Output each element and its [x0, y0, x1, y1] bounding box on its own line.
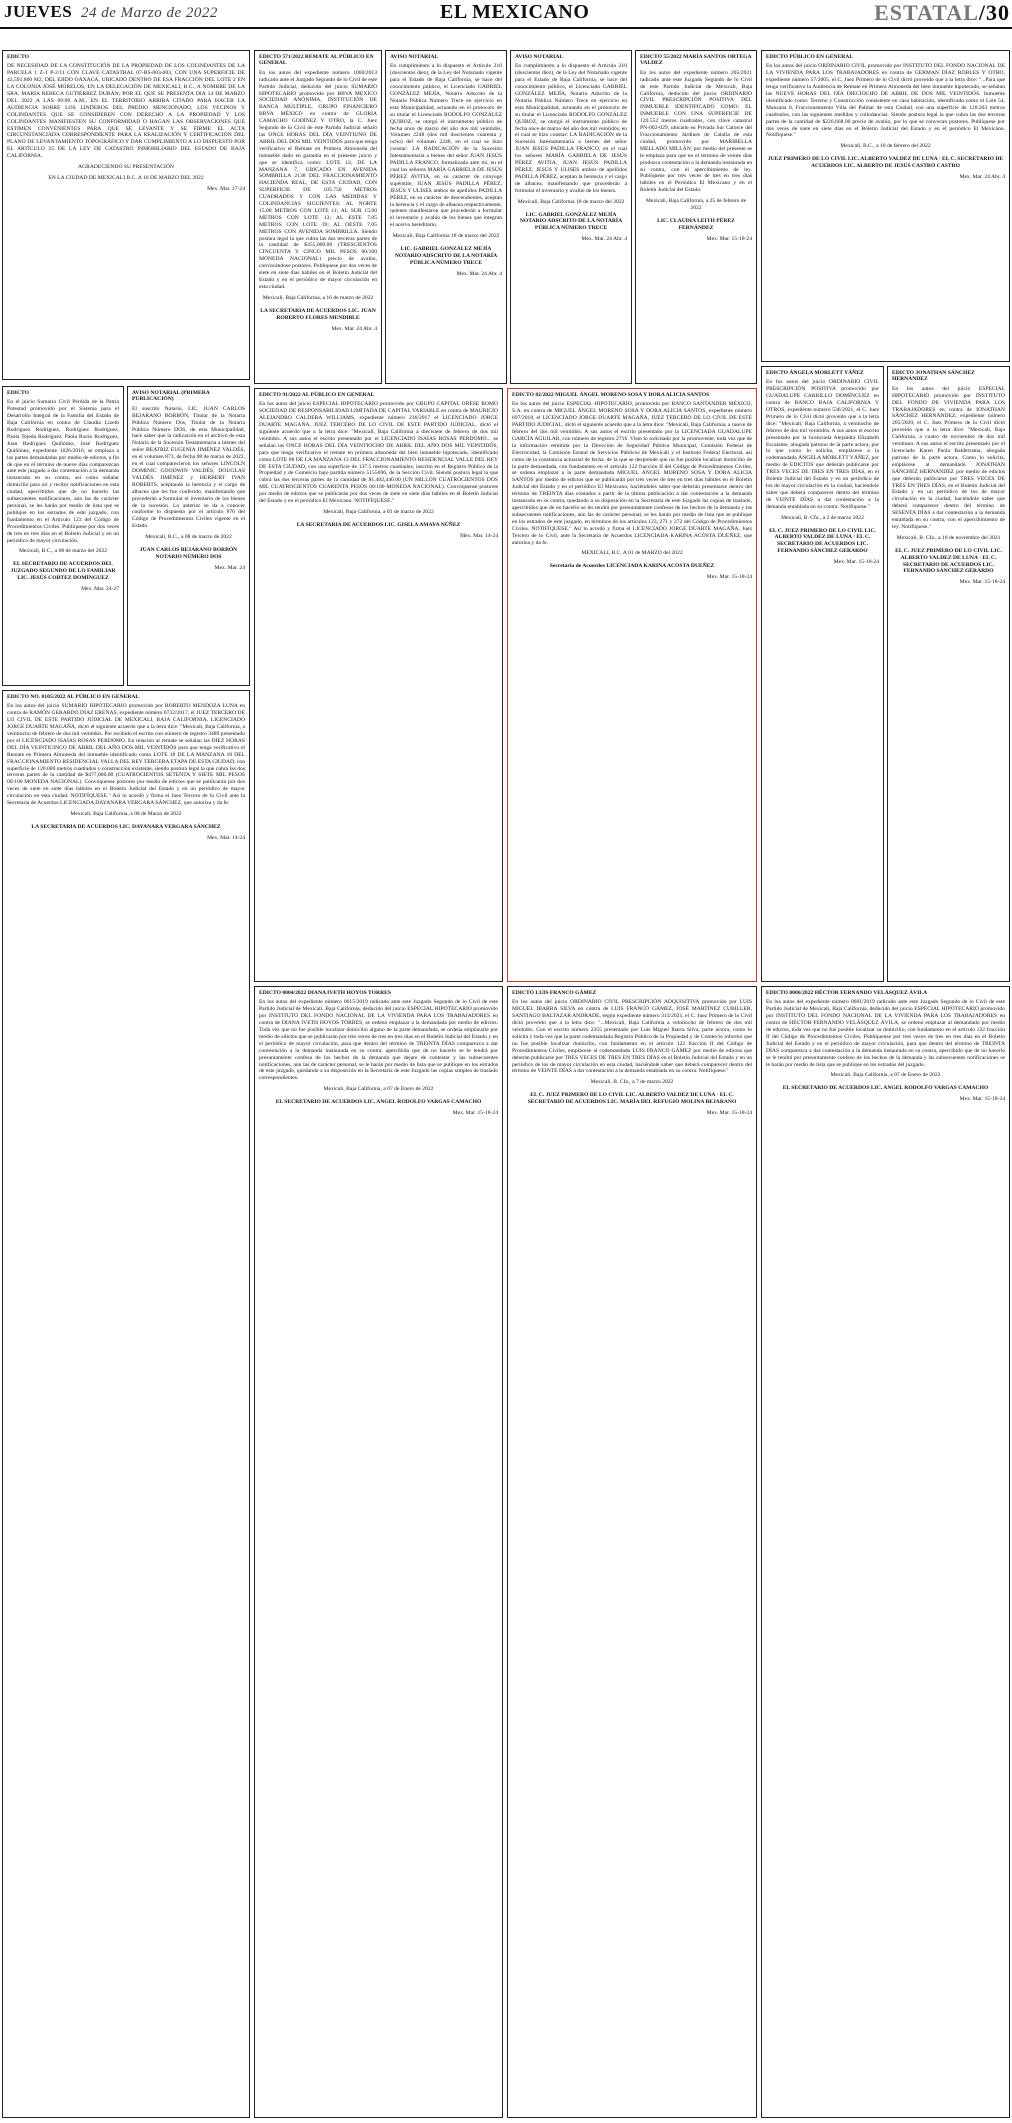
notice-runs: Mex. Mar. 15-18-24 — [959, 579, 1005, 586]
notice-runs: Mex. Mar. 15-18-24 — [452, 1110, 498, 1117]
notice-runs: Mex. Mar. 24 Abr. 4 — [456, 270, 502, 277]
notice-n16 — [761, 986, 1010, 2118]
notice-place: Mexicali, B.C., a 08 de marzo de 2022 — [145, 534, 232, 541]
notice-n14 — [254, 986, 503, 2118]
notice-signature: LA SECRETARIA DE ACUERDOS LIC. DAYANARA VERGARA SÁNCHEZ — [31, 823, 221, 830]
notice-place: EN LA CIUDAD DE MEXICALI B.C. A 16 DE MARZO DEL 2022 — [48, 175, 204, 181]
notice-heading: EDICTO ÁNGELA MORLETT YÁÑEZ — [766, 370, 864, 376]
notice-n10 — [507, 388, 757, 982]
notice-place: Mexicali, B.C., a 10 de febrero del 2022 — [840, 143, 931, 150]
notice-heading: EDICTO 82/2022 MIGUEL ÁNGEL MORENO SOSA Y DORA ALICIA SANTOS — [512, 392, 710, 398]
notice-signature: EL SECRETARIO DE ACUERDOS LIC. ANGEL RODOLFO VARGAS CAMACHO — [782, 1085, 989, 1092]
notice-n11 — [761, 366, 884, 982]
notice-n07 — [2, 386, 124, 686]
masthead-title: EL MEXICANO — [440, 1, 590, 23]
notice-signature: LIC. CLAUDIA LEITH PÉREZ FERNÁNDEZ — [657, 217, 735, 231]
notice-place: Mexicali, Baja California, a 08 de Marzo de 2022 — [70, 811, 182, 817]
notice-signature: LIC. GABRIEL GONZÁLEZ MEJÍA NOTARIO ADSCRITO DE LA NOTARÍA PÚBLICA NÚMERO TRECE — [519, 211, 623, 232]
notice-body: En cumplimiento a lo dispuesto el Artículo 210 (doscientos diez), de la Ley del Notariado vigente para el Estado de Baja California, se hace del conocimiento público, el Licenciado GABRIEL GONZÁLEZ MEJÍA, Notario Adscrito de la Notaría Pública Número Trece en ejercicio en esta Municipalidad, actuando en el protocolo de su titular el Licenciado RODOLFO GONZÁLEZ QUIROZ, se otorgó el instrumento público de fecha once de marzo del año dos mil veintidós, en el cual se hizo constar: LA RADICACIÓN de la Sucesión Intestamentaria a bienes del señor JUAN JESÚS PADILLA FRANCO, en el cual los señores MARÍA GABRIELA DE JESÚS PÉREZ AVITIA, JUAN JESÚS PADILLA PÉREZ, JESÚS Y ULISES ambos de apellidos PADILLA PÉREZ, aceptan la herencia y el cargo de albacea, manifestando que procederán a formular el inventario y avalúo de los bienes. — [515, 63, 627, 194]
notice-body: En los autos del juicio SUMARIO HIPOTECARIO promovido por ROBERTO MENDOZA LUNA en contra de RAMÓN GERARDO DÍAZ ERENAS, expediente número 0732/2017, el JUEZ TERCERO DE LO CIVIL DE ESTE PARTIDO JUDICIAL DE MEXICALI, BAJA CALIFORNIA, LICENCIADO JORGE DUARTE MAGAÑA, dictó el siguiente acuerdo que a la letra dice: "Mexicali, Baja California, a veintiocho de febrero de dos mil veintidós. Por recibido el escrito con número de registro 3489 presentado por el LICENCIADO ISAÍAS ROSAS PERDOMO. En relación al remate se señalan las DIEZ HORAS DEL DÍA VEINTICINCO DE ABRIL DEL AÑO DOS MIL VEINTIDÓS para que tenga verificativo el Remate en Primera Almoneda del inmueble identificado como LOTE 18 DE LA MANZANA 18 DEL FRACCIONAMIENTO RESIDENCIAL VALLA DEL REY TERCERA ETAPA DE ESTA CIUDAD, con superficie de 120.000 metros cuadrados y construcción existente, siendo postura legal la que cubra las dos terceras partes de la cantidad de $477,000.00 (CUATROCIENTOS SETENTA Y SIETE MIL PESOS 00/100 MONEDA NACIONAL). Convóquense postores por medio de edictos que se publicarán por dos veces de siete en siete días hábiles en el Boletín Judicial del Estado y en un periódico de mayor circulación en esta ciudad. NOTIFÍQUESE." Así lo acordó y firma el Juez Tercero de lo Civil ante la Secretaria de Acuerdos LICENCIADA DAYANARA VERGARA SÁNCHEZ, que autoriza y da fe. — [7, 703, 245, 807]
notice-place: MEXICALI, B.C. A 01 de MARZO del 2022 — [581, 550, 683, 557]
notice-place: Mexicali, Baja California, a 07 de Enero de 2022 — [323, 1086, 434, 1093]
masthead-section: ESTATAL/30 — [874, 0, 1010, 25]
notice-runs: Mex. Mar. 15-18-24 — [706, 1110, 752, 1117]
notice-body: En cumplimiento a lo dispuesto el Artículo 210 (doscientos diez), de la Ley del Notariado vigente para el Estado de Baja California, se hace del conocimiento público, el Licenciado GABRIEL GONZÁLEZ MEJÍA, Notario Adscrito de la Notaría Pública Número Trece en ejercicio en esta Municipalidad, actuando en el protocolo de su titular el Licenciado RODOLFO GONZÁLEZ QUIROZ, se otorgó el instrumento público de fecha once de marzo del año dos mil veintidós, Volumen 2248 (dos mil doscientos cuarenta y ocho) del volumen 2248, en el cual se hizo constar: LA RADICACIÓN de la Sucesión Intestamentaria a bienes del señor JUAN JESÚS PADILLA FRANCO, formalizada ante mí, en el cual los señores MARÍA GABRIELA DE JESÚS PÉREZ AVITIA, en su carácter de cónyuge supérstite, JUAN JESÚS PADILLA PÉREZ, JESÚS Y ULISES ambos de apellidos PADILLA PÉREZ, en su carácter de descendientes, aceptan la herencia y el cargo de albacea respectivamente, quienes manifestaron que procederán a formular el inventario y avalúo de los bienes que integran el acervo hereditario. — [390, 63, 502, 229]
notice-heading: EDICTO NO. 0105/2022 AL PÚBLICO EN GENERAL — [7, 694, 140, 700]
masthead-rule — [0, 27, 1012, 29]
notice-signature: EL SECRETARIO DE ACUERDOS LIC. ANGEL RODOLFO VARGAS CAMACHO — [275, 1099, 482, 1106]
notice-heading: AVISO NOTARIAL — [390, 54, 439, 60]
notice-n04 — [510, 50, 632, 384]
notice-body: El suscrito Notario, LIC. JUAN CARLOS BEJARANO BORBÓN, Titular de la Notaría Pública Número Dos, Titular de la Notaría Pública Número DOS, de esta Municipalidad, hace saber que la radicación en el archivo de esta Notaría de la Sucesión Testamentaria a bienes del señor BEATRIZ EUGENIA JIMÉNEZ VALDÉS, en el volumen 873, de fecha 08 de marzo de 2022, en el cual comparecieron los señores LINCOLN DOMINIC GOODWIN VALDÉS, DOUGLAS VALDÉS JIMÉNEZ y HERBERT IVAN ROBERTS, aceptando la herencia y el cargo de albacea que les fue conferido, manifestando que procederán a formular el inventario de los bienes de la sucesión. Lo anterior se da a conocer conforme lo dispuesto por el artículo 876 del Código de Procedimientos Civiles vigente en el Estado. — [132, 405, 245, 530]
notice-runs: Mex. Mar. 24 Abr. 4 — [581, 236, 627, 243]
notice-place: Mexicali, B.C., a 08 de marzo del 2022 — [18, 548, 108, 555]
notice-signature: EL C. JUEZ PRIMERO DE LO CIVIL LIC. ALBERTO VALDEZ DE LUNA · EL C. SECRETARIO DE ACUERDOS LIC. FERNANDO SÁNCHEZ GERARDO — [895, 547, 1002, 575]
notice-n03 — [385, 50, 507, 384]
notice-n13 — [2, 690, 250, 2118]
notice-signature: LIC. GABRIEL GONZÁLEZ MEJÍA NOTARIO ADSCRITO DE LA NOTARÍA PÚBLICA NÚMERO TRECE — [394, 246, 498, 266]
notice-n06 — [761, 50, 1010, 362]
notice-heading: EDICTO 0006/2022 HÉCTOR FERNANDO VELÁSQUEZ ÁVILA — [766, 990, 928, 996]
notice-runs: Mex. Mar. 15-18-24 — [706, 574, 752, 581]
notice-signature: EL C. JUEZ PRIMERO DE LO CIVIL LIC. ALBERTO VALDEZ DE LUNA · EL C. SECRETARIO DE ACUERDOS LIC. MARÍA DEL REFUGIO MOLINA BEJARANO — [527, 1092, 737, 1106]
notice-n15 — [507, 986, 757, 2118]
notice-heading: EDICTO JONATHAN SÁNCHEZ HERNÁNDEZ — [892, 370, 975, 383]
notice-body: En los autos del juicio ESPECIAL HIPOTECARIO promovido por GRUPO CAPITAL ORESE ROMO SOCIEDAD DE RESPONSABILIDAD LIMITADA DE CAPITAL VARIABLE en contra de MAURICIO ALEJANDRO CALDERA WILLIAMS, expediente número 236/2017 el LICENCIADO JORGE DUARTE MAGAÑA, JUEZ TERCERO DE LO CIVIL DE ESTE PARTIDO JUDICIAL, dictó el siguiente acuerdo que a la letra dice: "Mexicali, Baja California a diecisiete de febrero de dos mil veintidós. A sus autos el escrito presentado por el LICENCIADO ISAÍAS ROSAS PERDOMO... se señalan las ONCE HORAS DEL DÍA VEINTIOCHO DE ABRIL DEL AÑO DOS MIL VEINTIDÓS, para que tenga verificativo el remate en primera almoneda del bien inmueble hipotecado, identificado como LOTE 08 DE LA MANZANA 13 DEL FRACCIONAMIENTO RESIDENCIAL VALLE DEL REY DE ESTA CIUDAD, con una superficie de 137.5 metros cuadrados, inscrito en el Registro Público de la Propiedad y de Comercio bajo partida número 5155696, de la Sección Civil. Siendo postura legal la que cubra las dos terceras partes de la cantidad de $1,402,440.00 (UN MILLÓN CUATROCIENTOS DOS MIL CUATROCIENTOS CUARENTA PESOS 00/100 MONEDA NACIONAL). Convóquense postores por medio de edictos que se publicarán por dos veces de siete en siete días hábiles en el Boletín Judicial del Estado y en el periódico El Mexicano. NOTIFÍQUESE." — [259, 401, 498, 505]
notice-n12 — [887, 366, 1010, 982]
notice-runs: Mex. Mar. 24-27 — [81, 586, 119, 593]
masthead-date: JUEVES 24 de Marzo de 2022 — [4, 2, 218, 21]
notice-heading: EDICTO PÚBLICO EN GENERAL — [766, 54, 854, 60]
notice-heading: AVISO NOTARIAL — [515, 54, 564, 60]
notice-center: AGRADECIENDO SU PRESENTACIÓN — [78, 164, 174, 171]
notice-heading: EDICTO — [7, 54, 29, 60]
notice-n01 — [2, 50, 250, 380]
notice-heading: EDICTO LUIS FRANCO GÁMEZ — [512, 990, 597, 996]
notice-body: En los autos del juicio ESPECIAL HIPOTECARIO promovido por INSTITUTO DEL FONDO DE VIVIENDA PARA LOS TRABAJADORES en contra de JONATHAN SÁNCHEZ HERNÁNDEZ, expediente número 205/2020, el C. Juez Primero de lo Civil dictó proveído que a la letra dice: "Mexicali, Baja California, a cuatro de noviembre de dos mil veintiuno. A sus autos el escrito presentado por el licenciado Karen Paola Balderrama, abogada patrono de la parte actora. Como lo solicita, emplácese al demandado JONATHAN SÁNCHEZ HERNÁNDEZ por medio de edictos que deberán publicarse por TRES VECES DE TRES EN TRES DÍAS, en el Boletín Judicial del Estado y en un periódico de los de mayor circulación en la ciudad, haciéndole saber que deberá comparecer dentro del término de SESENTA DÍAS a dar contestación a la demanda entablada en su contra, con el apercibimiento de ley. Notifíquese." — [892, 385, 1005, 530]
notice-runs: Mex. Mar. 24 Abr. 4 — [959, 174, 1005, 181]
notice-place: Mexicali, B. Cfa., a 7 de marzo 2022 — [590, 1079, 674, 1086]
notice-runs: Mex. Mar. 15-18-24 — [959, 1096, 1005, 1103]
notice-signature: LA SECRETARIA DE ACUERDOS LIC. JUAN ROBERTO FLORES MENDIBLE — [260, 307, 376, 321]
notice-n09 — [254, 388, 503, 982]
notice-signature: EL SECRETARIO DE ACUERDOS DEL JUZGADO SEGUNDO DE LO FAMILIAR LIC. JESÚS CORTEZ DOMÍNGUEZ — [10, 561, 116, 582]
notice-runs: Mex. Mar. 24 Abr. 4 — [331, 325, 377, 332]
notice-runs: Mex. Mar. 15-18-24 — [833, 559, 879, 566]
notice-heading: EDICTO 571/2022 REMATE AL PÚBLICO EN GENERAL — [259, 54, 374, 67]
masthead — [0, 0, 1012, 28]
notice-body: En los autos del juicio ORDINARIO CIVIL PRESCRIPCIÓN ADQUISITIVA promovido por LUIS MIGUEL IBARRA SILVA en contra de LUIS FRANCO GÁMEZ, JOSÉ MARTÍNEZ CUBILLER, SANTIAGO BALTAZAR ANDRADE, según expediente número 313/2021, el C. Juez Primero de lo Civil dictó proveído que a la letra dice: "...Mexicali, Baja California a veintiocho de febrero de dos mil veintidós. Con el escrito número 2355 presentado por Luis Miguel Ibarra Silva, parte actora, como lo solicita y toda vez que la parte codemandada Registro Público de la Propiedad y de Comercio informó que no fue posible localizar domicilio, con fundamento en el artículo 122 fracción II del Código de Procedimientos Civiles, emplácese al codemandado LUIS FRANCO GÁMEZ por medio de edictos que deberán publicarse por TRES VECES DE TRES EN TRES DÍAS en el Boletín Judicial del Estado y en un periódico de los de mayor circulación en esta ciudad, haciéndole saber que deberá comparecer dentro del término de VEINTE DÍAS a dar contestación a la demanda entablada en su contra. Notifíquese." — [512, 999, 752, 1075]
notice-body: En el juicio Sumario Civil Pérdida de la Patria Potestad promovido por el Sistema para el Desarrollo Integral de la Familia del Estado de Baja California en contra de Claudia Lizeth Rodríguez Rodríguez, Rodríguez Rodríguez, Paola Tejeda Rodríguez, Paola Rocío Rodríguez, Juan Rodríguez Quiñónez, José Rodríguez Quiñónez, expediente 1026/2016, se emplaza a las partes demandadas por medio de edictos, a fin de que en el término de nueve días comparezcan ante este juzgado a dar contestación a la demanda instaurada en su contra, así como señalar domicilio para oír y recibir notificaciones en esta ciudad, apercibidos que de no hacerlo las subsecuentes notificaciones, aún las de carácter personal, se les harán por medio de lista que se publique en los estrados de este juzgado, con fundamento en el Artículo 123 del Código de Procedimientos Civiles. Publíquese por dos veces de tres en tres días en el Boletín Judicial y en un periódico de mayor circulación. — [7, 399, 119, 544]
notice-place: Mexicali, Baja California, a 07 de Enero de 2022 — [830, 1072, 941, 1079]
notice-n02 — [254, 50, 382, 384]
notice-place: Mexicali, B. Cfa., a 10 de noviembre del 2021 — [896, 534, 1001, 541]
notice-signature: JUEZ PRIMERO DE LO CIVIL LIC. ALBERTO VALDEZ DE LUNA · EL C. SECRETARIO DE ACUERDOS LIC. ALBERTO DE JESÚS CASTRO CASTRO — [767, 156, 1004, 170]
notice-runs: Mex. Mar. 14-24 — [207, 834, 245, 841]
notice-body: En los autos del expediente número 0681/2019 radicado ante este Juzgado Segundo de lo Civil de este Partido Judicial de Mexicali, Baja California, deducido del juicio ESPECIAL HIPOTECARIO promovido por INSTITUTO DEL FONDO NACIONAL DE LA VIVIENDA PARA LOS TRABAJADORES en contra de HÉCTOR FERNANDO VELÁSQUEZ ÁVILA, se ordenó emplazar al demandado por medio de edictos, toda vez que no fue posible localizar su domicilio, con fundamento en el artículo 122 fracción II del Código de Procedimientos Civiles. Publíquense por tres veces de tres en tres días en el Boletín Judicial del Estado y en el periódico de mayor circulación, para que dentro del término de TREINTA DÍAS comparezca a dar contestación a la demanda instaurada en su contra, apercibido que de no hacerlo se le tendrá por presuntamente confeso de los hechos de la demanda y las subsecuentes notificaciones se le harán por medio de lista que se publique en los estrados del juzgado. — [766, 999, 1005, 1068]
notice-place: Mexicali, Baja California 18 de marzo del 2022 — [517, 198, 625, 205]
notice-place: Mexicali, Baja California 18 de marzo del 2022 — [392, 233, 500, 240]
notice-n08 — [127, 386, 250, 686]
notice-body: En los autos del expediente número 0615/2019 radicado ante este Juzgado Segundo de lo Civil de este Partido Judicial de Mexicali, Baja California, deducido del juicio ESPECIAL HIPOTECARIO promovido por INSTITUTO DEL FONDO NACIONAL DE LA VIVIENDA PARA LOS TRABAJADORES en contra de DIANA IVETH HOYOS TORRES, se ordenó emplazar a la demandada por medio de edictos. Toda vez que no fue posible localizar domicilio alguno de la parte demandada, se ordena emplazarle por medio de edictos que se publicarán por tres veces de tres en tres días en el Boletín Judicial del Estado y en el periódico de mayor circulación, para que dentro del término de TREINTA DÍAS comparezca a dar contestación a la demanda instaurada en su contra, apercibida que de no hacerlo se le tendrá por presuntamente confesa de los hechos de la demanda que dejare de contestar y las subsecuentes notificaciones, aún las de carácter personal, se le harán por medio de lista que se publique en los estrados de este juzgado, quedando a su disposición en la Secretaría de este Juzgado las copias simples de traslado correspondientes. — [259, 999, 498, 1082]
notice-signature: JUAN CARLOS BEJARANO BORBÓN NOTARIO NÚMERO DOS — [139, 547, 238, 560]
notice-body: En los autos del juicio ORDINARIO CIVIL PRESCRIPCIÓN POSITIVA promovido por GUADALUPE CARRILLO DOMÍNGUEZ en contra de BANCO BAJA CALIFORNIA Y OTROS, expediente número 536/2021, el C. Juez Primero de lo Civil dictó proveído que a la letra dice: "Mexicali, Baja California, a veintiocho de febrero de dos mil veintidós. A sus autos el escrito presentado por la licenciada Alejandra Elizabeth Escalante, abogada patrono de la parte actora, por lo que como lo solicita, emplácese a la codemandada ÁNGELA MORLETT YÁÑEZ, por medio de EDICTOS que deberán publicarse por TRES VECES DE TRES EN TRES DÍAS, en el Boletín Judicial del Estado y en un periódico de los de mayor circulación en la ciudad, haciéndole saber que deberá comparecer dentro del término de VEINTE DÍAS a dar contestación a la demanda entablada en su contra. Notifíquese." — [766, 379, 879, 510]
notice-place: Mexicali, Baja California, a 25 de febrero de 2022 — [645, 198, 747, 212]
notice-heading: EDICTO — [7, 390, 29, 396]
notice-heading: AVISO NOTARIAL (PRIMERA PUBLICACIÓN) — [132, 390, 210, 403]
notice-body: En los autos del juicio ESPECIAL HIPOTECARIO, promovido por BANCO SANTANDER MÉXICO, S.A. en contra de MIGUEL ÁNGEL MORENO SOSA Y DORA ALICIA SANTOS, expediente número 697/2018, el LICENCIADO JORGE DUARTE MAGAÑA, JUEZ TERCERO DE LO CIVIL DE ESTE PARTIDO JUDICIAL, dictó el siguiente acuerdo que a la letra dice: "Mexicali, Baja California, a nueve de febrero del dos mil veintidós. A sus autos el escrito presentado por la LICENCIADA GUADALUPE GARCÍA AGUILAR, con número de registro 2716. Visto lo solicitado por la promovente, toda vez que de la información remitida por la Dirección de Seguridad Pública Municipal, Comisión Federal de Electricidad, la Comisión Estatal de Servicios Públicos de Mexicali y el Instituto Federal Electoral, así como de la constancia actuarial de fecha, de la que se desprende que no fue posible localizar domicilio de la parte demandada, con fundamento en el artículo 122 fracción II del Código de Procedimientos Civiles, se ordena emplazar a la parte demandada MIGUEL ÁNGEL MORENO SOSA Y DORA ALICIA SANTOS por medio de edictos que se publicarán por tres veces de tres en tres días hábiles en el Boletín Judicial del Estado y en el periódico El Mexicano, haciéndoles saber que deberán presentarse dentro del término de TREINTA días contados a partir de la última publicación a dar contestación a la demanda instaurada en su contra, quedando a su disposición en la Secretaría de este Juzgado las copias de traslado, apercibidos que de no hacerlo se les tendrá por presuntamente confesos de los hechos de la demanda y las subsecuentes notificaciones, aún las de carácter personal, se les harán por medio de lista que se publique en los estrados de este juzgado, en términos de los artículos 123, 271 y 272 del Código de Procedimientos Civiles. NOTIFÍQUESE." Así lo acordó y firma el LICENCIADO JORGE DUARTE MAGAÑA, Juez Tercero de lo Civil, ante la Secretaria de Acuerdos LICENCIADA KARINA ACOSTA DUEÑEZ, que autoriza y da fe. — [512, 401, 752, 546]
notice-body: En los autos del expediente número 205/2021 radicado ante este Juzgado Segundo de lo Civil de este Partido Judicial de Mexicali, Baja California, deducido del juicio ORDINARIO CIVIL PRESCRIPCIÓN POSITIVA DEL INMUEBLE IDENTIFICADO COMO: EL INMUEBLE CON UNA SUPERFICIE DE 120.552 metros cuadrados, con clave catastral PN-002-029, ubicado en Privada Sur Catorce del Fraccionamiento Jardines de Calafia de esta ciudad, promovido por MARIBELLA MELLADO MILLÁN, por medio del presente se le emplaza para que en el término de veinte días produzca contestación a la demanda instaurada en su contra, con el apercibimiento de ley. Publíquese por tres veces de tres en tres días hábiles en el Periódico El Mexicano y en el Boletín Judicial del Estado. — [640, 69, 752, 194]
notice-place: Mexicali, B. Cfa., a 2 de marzo 2022 — [781, 514, 864, 521]
notice-runs: Mex. Mar. 24 — [214, 564, 245, 571]
notice-signature: LA SECRETARIA DE ACUERDOS LIC. GISELA AMAYA NÚÑEZ — [296, 521, 461, 528]
notice-runs: Mex. Mar. 14-24 — [460, 532, 498, 539]
notice-heading: EDICTO 0004/2022 DIANA IVETH HOYOS TORRES — [259, 990, 391, 996]
notice-runs: Mex. Mar. 15-18-24 — [706, 235, 752, 242]
notice-signature: Secretaria de Acuerdos LICENCIADA KARINA ACOSTA DUEÑEZ — [549, 563, 715, 570]
notice-heading: EDICTO 55/2022 MARÍA SANTOS ORTEGA VALDEZ — [640, 54, 752, 67]
notice-heading: EDICTO 91/2022 AL PÚBLICO EN GENERAL — [259, 392, 375, 398]
notice-runs: Mex. Mar. 17-24 — [207, 185, 245, 192]
notice-n05 — [635, 50, 757, 384]
notice-signature: EL C. JUEZ PRIMERO DE LO CIVIL LIC. ALBERTO VALDEZ DE LUNA · EL C. SECRETARIO DE ACUERDOS LIC. FERNANDO SÁNCHEZ GERARDO — [769, 527, 876, 555]
notice-body: DE NECESIDAD DE LA CONSTITUCIÓN DE LA PROPIEDAD DE LOS COLINDANTES DE LA PARCELA 1 Z-1 P-2/11 CON CLAVE CATASTRAL 07-BS-003-003, CON UNA SUPERFICIE DE 43,591.800 M2, DEL EJIDO OAXACA, UBICADO DENTRO DE ESA FRACCIÓN DEL LOTE 2 EN LA COLONIA JOSÉ MORELOS, EN LA DELEGACIÓN DE MEXICALI, B.C., A NOMBRE DE LA SRA. MARÍA REBECA GUTIÉRREZ DURÁN; POR EL QUE SE PRESENTA DIA 14 DE MARZO DEL 2022 A LAS 09:00 A.M., EN EL TERRITORIO ARRIBA CITADO PARA HACER LA AUDIENCIA SOBRE LOS LINDEROS DEL PREDIO MENCIONADO, LOS VECINOS Y COLINDANTES QUE SE CONSIDEREN CON DERECHO A LA PROPIEDAD Y LOS COLINDANTES MANIFIESTEN SU CONFORMIDAD O HAGAN LAS OBSERVACIONES QUE ESTIMEN CONVENIENTES PARA QUE SE LEVANTE Y SE FIRME EL ACTA CIRCUNSTANCIADA CORRESPONDIENTE PARA LA REALIZACIÓN Y CERTIFICACIÓN DEL PLANO DE LEVANTAMIENTO TOPOGRÁFICO Y DAR CUMPLIMIENTO A LO DISPUESTO POR EL ARTÍCULO 25 DE LA LEY DE CATASTRO INMOBILIARIO DEL ESTADO DE BAJA CALIFORNIA. — [7, 63, 245, 160]
notice-body: En los autos del expediente número 1060/2013 radicado ante el Juzgado Segundo de lo Civil de este Partido Judicial, deducido del juicio SUMARIO HIPOTECARIO promovido por BBVA MEXICO SOCIEDAD ANÓNIMA, INSTITUCIÓN DE BANCA MÚLTIPLE, GRUPO FINANCIERO BBVA MÉXICO en contra de GLORIA CAMACHO GODÍNEZ Y OTRO, la C. Juez Segundo de lo Civil de este Partido Judicial señaló las ONCE HORAS DEL DÍA VEINTIUNO DE ABRIL DEL DOS MIL VEINTIDÓS para que tenga verificativo el Remate en Primera Almoneda del inmueble dado en garantía en el presente juicio y que se identifica como: LOTE 12, DE LA MANZANA 7, UBICADO EN AVENIDA SOMBRILLA 2138 DEL FRACCIONAMIENTO HACIENDA REAL, DE ESTA CIUDAD, CON SUPERFICIE DE 105.750 METROS CUADRADOS Y CON LAS MEDIDAS Y COLINDANCIAS SIGUIENTES: AL NORTE 15.00 METROS CON LOTE 11; AL SUR 15.00 METROS CON LOTE 13; AL ESTE 7.05 METROS CON LOTE 39; AL OESTE 7.05 METROS CON AVENIDA SOMBRILLA. Siendo postura legal la que cubra las dos terceras partes de la cantidad de $355,000.00 (TRESCIENTOS CINCUENTA Y CINCO MIL PESOS 00/100 MONEDA NACIONAL) precio de avalúo, convocándose postores. Publíquese por dos veces de siete en siete días hábiles en el Boletín Judicial del Estado y en el periódico de mayor circulación en esta ciudad. — [259, 69, 377, 290]
notice-body: En los autos del juicio ORDINARIO CIVIL promovido por INSTITUTO DEL FONDO NACIONAL DE LA VIVIENDA PARA LOS TRABAJADORES en contra de GERMAN DÍAZ ROBLES Y OTRO, expediente número 57/2005, el C. Juez Primero de lo Civil dictó proveído que a la letra dice: "...Para que tenga verificativo la Audiencia de Remate en Primera Almoneda del bien inmueble hipotecado, se señalan las NUEVE HORAS DEL DÍA DIECIOCHO DE ABRIL DE DOS MIL VEINTIDÓS. Inmueble identificado como: Terreno y Construcción consistente en casa habitación, identificado como el Lote 54, Manzana 8, Fraccionamiento Villa del Palmar de esta Ciudad, con una superficie de 128.203 metros cuadrados, con las siguientes medidas y colindancias. Siendo postura legal la que cubra las dos terceras partes de la cantidad de $226,668.00 precio de avalúo, por lo que se convocan postores. Publíquese por dos veces de siete en siete días en el Boletín Judicial del Estado y en el periódico El Mexicano. Notifíquese." — [766, 63, 1005, 139]
notice-place: Mexicali, Baja California, a 16 de marzo de 2022 — [262, 294, 374, 301]
notice-place: Mexicali, Baja California, a 03 de marzo de 2022 — [323, 509, 434, 515]
